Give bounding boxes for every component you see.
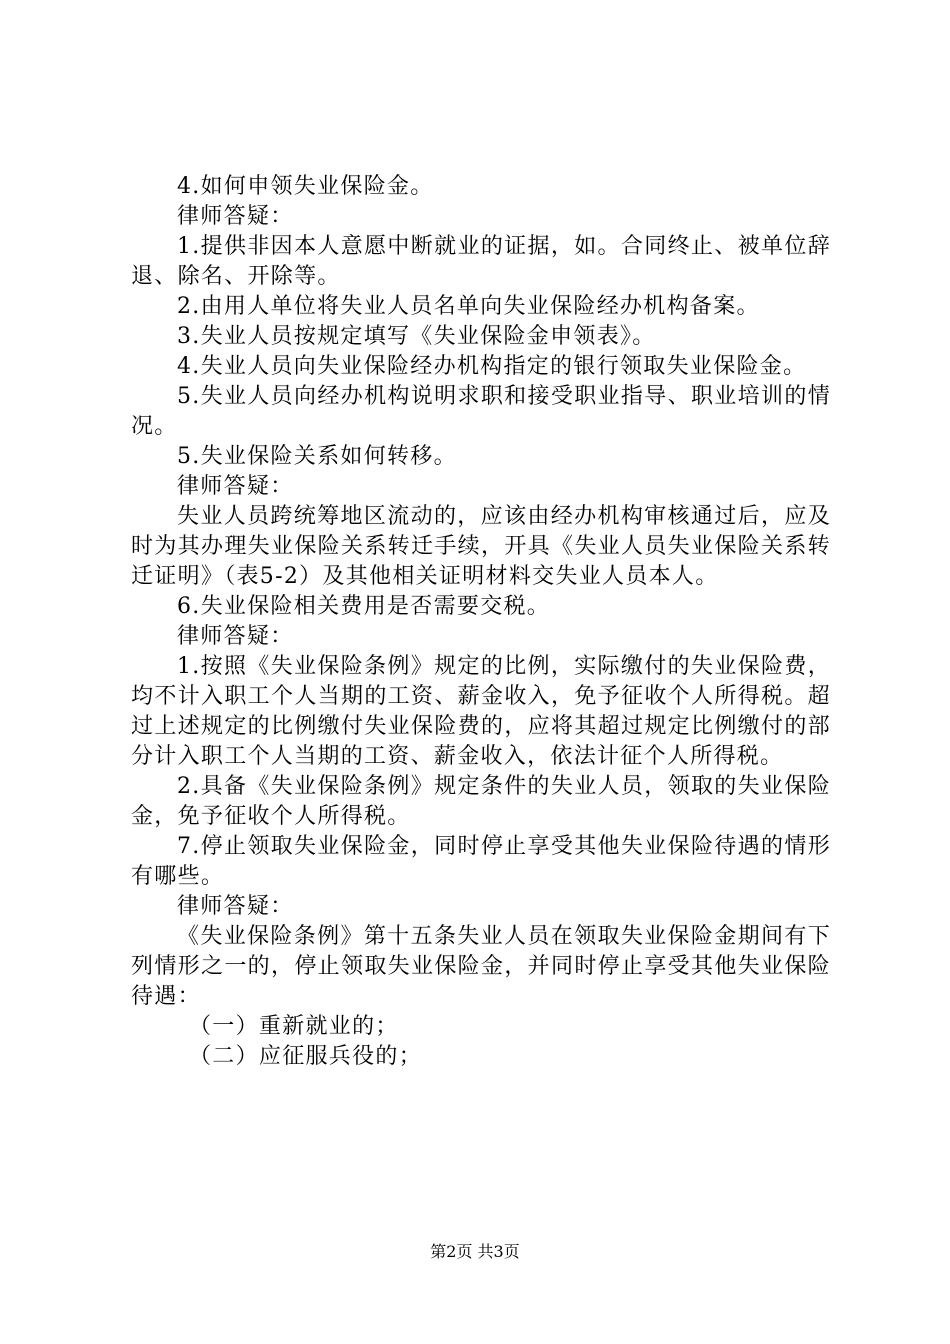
question-heading-5: 5.失业保险关系如何转移。 — [177, 444, 457, 469]
answer-item: 1.按照《失业保险条例》规定的比例，实际缴付的失业保险费，均不计入职工个人当期的工资、薪金收入，免予征收个人所得税。超过上述规定的比例缴付失业保险费的，应将其超过规定比例缴付的部分计入职工个人当期的工资、薪金收入，依法计征个人所得税。 — [131, 654, 831, 769]
answer-item: 2.由用人单位将失业人员名单向失业保险经办机构备案。 — [177, 294, 760, 319]
answer-item: 4.失业人员向失业保险经办机构指定的银行领取失业保险金。 — [177, 354, 807, 379]
lawyer-answer-label: 律师答疑： — [177, 474, 294, 499]
answer-paragraph: 《失业保险条例》第十五条失业人员在领取失业保险金期间有下列情形之一的，停止领取失业保险金，并同时停止享受其他失业保险待遇： — [131, 924, 831, 1009]
lawyer-answer-label: 律师答疑： — [177, 204, 294, 229]
answer-item: 1.提供非因本人意愿中断就业的证据，如。合同终止、被单位辞退、除名、开除等。 — [131, 234, 831, 289]
list-item: （二）应征服兵役的； — [189, 1044, 423, 1069]
answer-paragraph: 失业人员跨统筹地区流动的，应该由经办机构审核通过后，应及时为其办理失业保险关系转迁手续，开具《失业人员失业保险关系转迁证明》（表5-2）及其他相关证明材料交失业人员本人。 — [131, 504, 831, 589]
question-heading-4: 4.如何申领失业保险金。 — [177, 174, 434, 199]
answer-item: 2.具备《失业保险条例》规定条件的失业人员，领取的失业保险金，免予征收个人所得税。 — [131, 774, 831, 829]
lawyer-answer-label: 律师答疑： — [177, 894, 294, 919]
answer-item: 3.失业人员按规定填写《失业保险金申领表》。 — [177, 324, 656, 349]
page-footer: 第2页 共3页 — [430, 1242, 520, 1261]
question-heading-7: 7.停止领取失业保险金，同时停止享受其他失业保险待遇的情形有哪些。 — [131, 834, 831, 889]
answer-item: 5.失业人员向经办机构说明求职和接受职业指导、职业培训的情况。 — [131, 384, 831, 439]
document-body — [131, 172, 831, 1072]
question-heading-6: 6.失业保险相关费用是否需要交税。 — [177, 594, 551, 619]
lawyer-answer-label: 律师答疑： — [177, 624, 294, 649]
list-item: （一）重新就业的； — [189, 1014, 399, 1039]
